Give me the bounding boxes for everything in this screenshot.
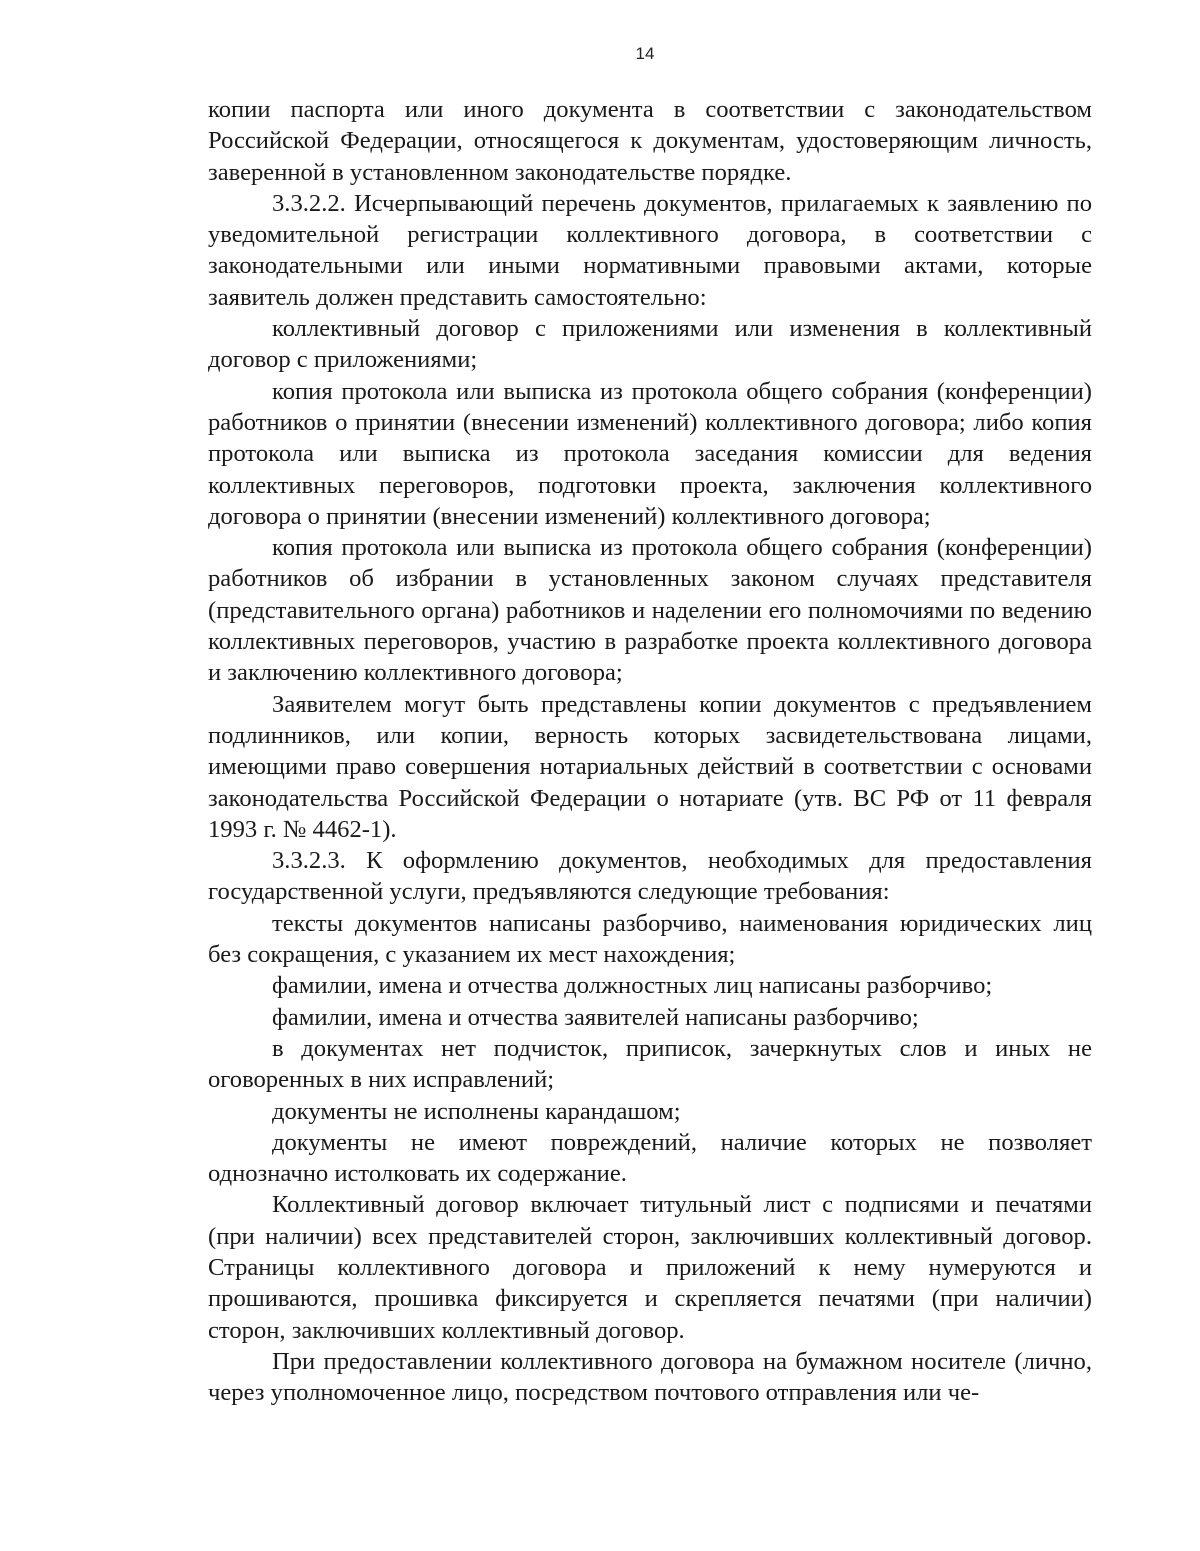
paragraph: в документах нет подчисток, приписок, зачеркнутых слов и иных не оговоренных в них исправлений; [208,1034,1092,1094]
page-number: 14 [635,44,655,63]
paragraph: тексты документов написаны разборчиво, наименования юридических лиц без сокращения, с указанием их мест нахождения; [208,909,1092,969]
paragraph: копия протокола или выписка из протокола общего собрания (конференции) работников о принятии (внесении изменений) коллективного договора; либо копия протокола или выписка из протокола заседания комиссии для ведения коллективных переговоров, подготовки проекта, заключения коллективного договора о принятии (внесении изменений) коллективного договора; [208,377,1092,530]
paragraph: документы не исполнены карандашом; [272,1097,681,1125]
paragraph: документы не имеют повреждений, наличие которых не позволяет однозначно истолковать их содержание. [208,1128,1092,1188]
paragraph: копия протокола или выписка из протокола общего собрания (конференции) работников об избрании в установленных законом случаях представителя (представительного органа) работников и наделении его полномочиями по ведению коллективных переговоров, участию в разработке проекта коллективного договора и заключению коллективного договора; [208,534,1092,687]
paragraph: Коллективный договор включает титульный лист с подписями и печатями (при наличии) всех представителей сторон, заключивших коллективный договор. Страницы коллективного договора и приложений к нему нумеруются и прошиваются, прошивка фиксируется и скрепляется печатями (при наличии) сторон, заключивших коллективный договор. [208,1191,1092,1344]
paragraph: фамилии, имена и отчества заявителей написаны разборчиво; [272,1003,919,1031]
paragraph: Заявителем могут быть представлены копии документов с предъявлением подлинников, или копии, верность которых засвидетельствована лицами, имеющими право совершения нотариальных действий в соответствии с основами законодательства Российской Федерации о нотариате (утв. ВС РФ от 11 февраля 1993 г. № 4462-1). [208,690,1092,843]
document-body [208,94,1092,1408]
paragraph: копии паспорта или иного документа в соответствии с законодательством Российской Федерации, относящегося к документам, удостоверяющим личность, заверенной в установленном законодательстве порядке. [208,96,1092,186]
paragraph: коллективный договор с приложениями или изменения в коллективный договор с приложениями; [208,315,1092,374]
paragraph: 3.3.2.3. К оформлению документов, необходимых для предоставления государственной услуги, предъявляются следующие требования: [208,847,1092,906]
paragraph: 3.3.2.2. Исчерпывающий перечень документов, прилагаемых к заявлению по уведомительной регистрации коллективного договора, в соответствии с законодательными или иными нормативными правовыми актами, которые заявитель должен представить самостоятельно: [208,189,1092,311]
paragraph: фамилии, имена и отчества должностных лиц написаны разборчиво; [272,972,993,1000]
paragraph: При предоставлении коллективного договора на бумажном носителе (лично, через уполномоченное лицо, посредством почтового отправления или че- [208,1347,1092,1407]
